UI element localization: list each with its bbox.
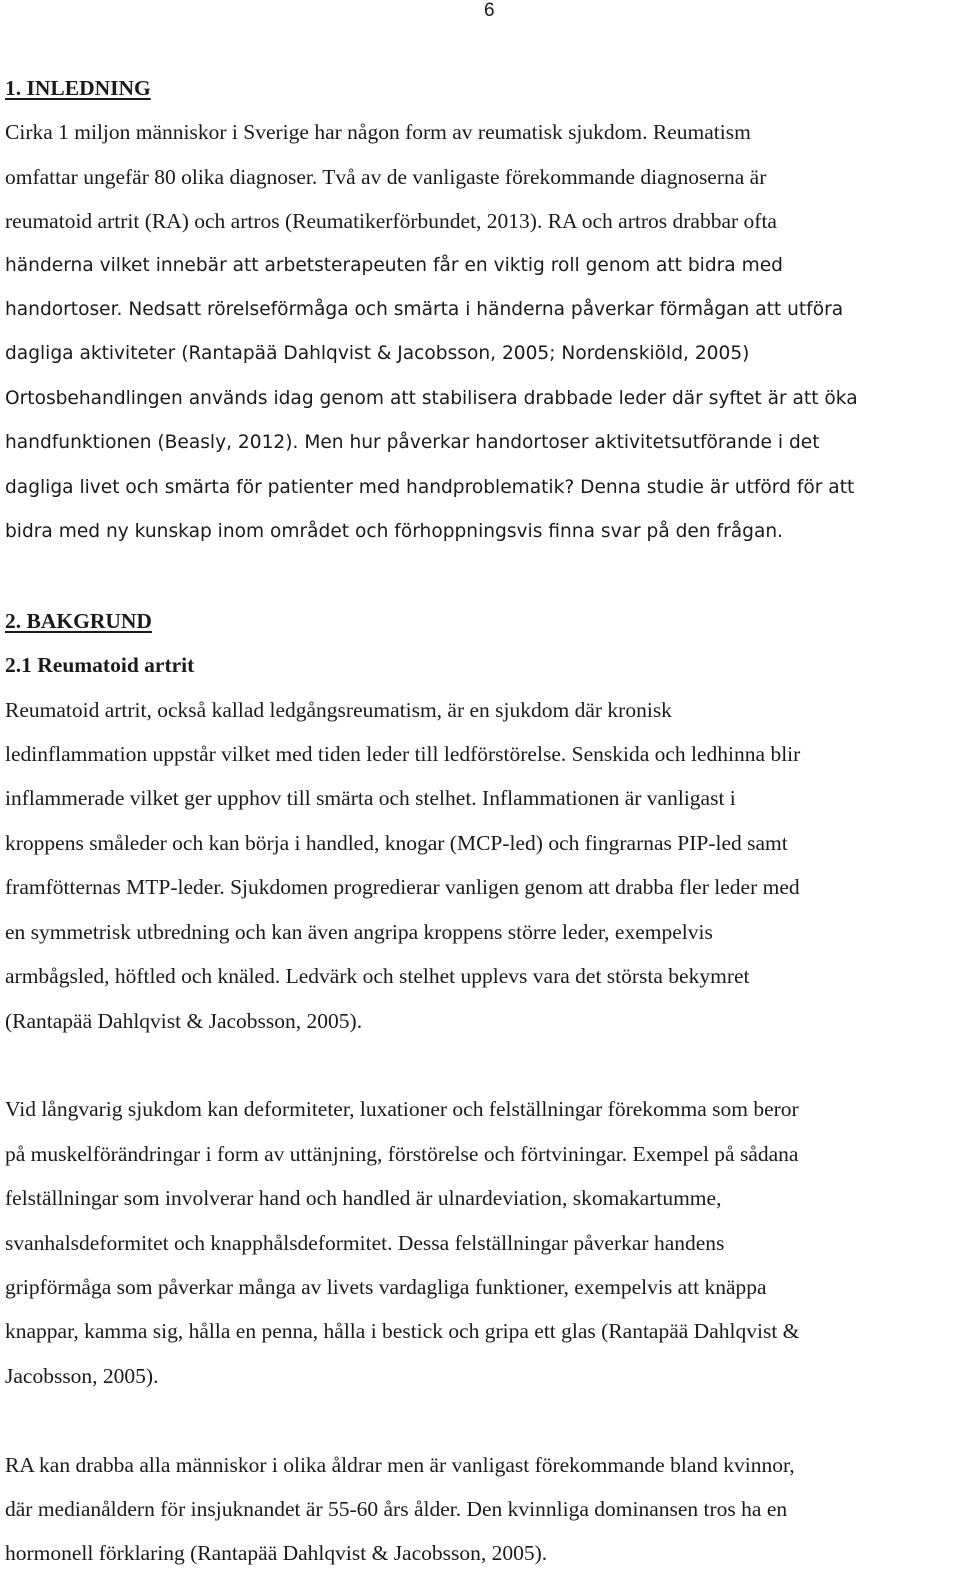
text-line: hormonell förklaring (Rantapää Dahlqvist & Jacobsson, 2005). <box>5 1541 548 1566</box>
text-line: inflammerade vilket ger upphov till smärta och stelhet. Inflammationen är vanligast i <box>5 786 736 811</box>
text-line: (Rantapää Dahlqvist & Jacobsson, 2005). <box>5 1008 363 1033</box>
paragraph-background-2 <box>5 1087 960 1398</box>
section-heading-inledning: 1. INLEDNING <box>5 76 151 100</box>
page-number: 6 <box>484 0 495 21</box>
text-line: gripförmåga som påverkar många av livets vardagliga funktioner, exempelvis att knäppa <box>5 1274 767 1299</box>
subsection-heading-reumatoid-artrit: 2.1 Reumatoid artrit <box>5 653 195 678</box>
text-line: bidra med ny kunskap inom området och förhoppningsvis finna svar på den frågan. <box>5 521 784 543</box>
paragraph-spacer <box>5 1398 960 1442</box>
text-line: framfötternas MTP-leder. Sjukdomen progredierar vanligen genom att drabba fler leder med <box>5 875 800 900</box>
text-line: händerna vilket innebär att arbetsterapeuten får en viktig roll genom att bidra med <box>5 254 783 276</box>
text-line: svanhalsdeformitet och knapphålsdeformitet. Dessa felställningar påverkar handens <box>5 1230 725 1255</box>
text-line: handortoser. Nedsatt rörelseförmåga och smärta i händerna påverkar förmågan att utföra <box>5 299 844 321</box>
text-line: dagliga livet och smärta för patienter med handproblematik? Denna studie är utförd för att <box>5 476 855 498</box>
paragraph-spacer <box>5 1043 960 1087</box>
document-body <box>5 66 960 1576</box>
text-line: en symmetrisk utbredning och kan även angripa kroppens större leder, exempelvis <box>5 919 713 944</box>
text-line: på muskelförändringar i form av uttänjning, förstörelse och förtviningar. Exempel på sådana <box>5 1141 799 1166</box>
text-line: knappar, kamma sig, hålla en penna, hålla i bestick och gripa ett glas (Rantapää Dahlqvist & <box>5 1319 800 1344</box>
section-heading-bakgrund: 2. BAKGRUND <box>5 608 152 633</box>
text-line: dagliga aktiviteter (Rantapää Dahlqvist & Jacobsson, 2005; Nordenskiöld, 2005) <box>5 343 750 365</box>
text-line: RA kan drabba alla människor i olika åldrar men är vanligast förekommande bland kvinnor, <box>5 1452 795 1477</box>
text-line: Ortosbehandlingen används idag genom att stabilisera drabbade leder där syftet är att öka <box>5 387 858 409</box>
paragraph-spacer <box>5 554 960 598</box>
text-line: reumatoid artrit (RA) och artros (Reumatikerförbundet, 2013). RA och artros drabbar ofta <box>5 209 777 234</box>
text-line: Cirka 1 miljon människor i Sverige har någon form av reumatisk sjukdom. Reumatism <box>5 120 751 145</box>
text-line: armbågsled, höftled och knäled. Ledvärk och stelhet upplevs vara det största bekymret <box>5 964 750 989</box>
text-line: handfunktionen (Beasly, 2012). Men hur påverkar handortoser aktivitetsutförande i det <box>5 432 820 454</box>
paragraph-intro <box>5 110 960 554</box>
paragraph-background-3 <box>5 1443 960 1576</box>
text-line: Vid långvarig sjukdom kan deformiteter, luxationer och felställningar förekomma som beror <box>5 1097 799 1122</box>
text-line: där medianåldern för insjuknandet är 55-60 års ålder. Den kvinnliga dominansen tros ha en <box>5 1496 788 1521</box>
text-line: ledinflammation uppstår vilket med tiden leder till ledförstörelse. Senskida och ledhinna blir <box>5 742 801 767</box>
text-line: kroppens småleder och kan börja i handled, knogar (MCP-led) och fingrarnas PIP-led samt <box>5 830 788 855</box>
paragraph-background-1 <box>5 688 960 1043</box>
text-line: omfattar ungefär 80 olika diagnoser. Två av de vanligaste förekommande diagnoserna är <box>5 164 767 189</box>
text-line: felställningar som involverar hand och handled är ulnardeviation, skomakartumme, <box>5 1186 722 1211</box>
text-line: Reumatoid artrit, också kallad ledgångsreumatism, är en sjukdom där kronisk <box>5 697 672 722</box>
text-line: Jacobsson, 2005). <box>5 1363 159 1388</box>
